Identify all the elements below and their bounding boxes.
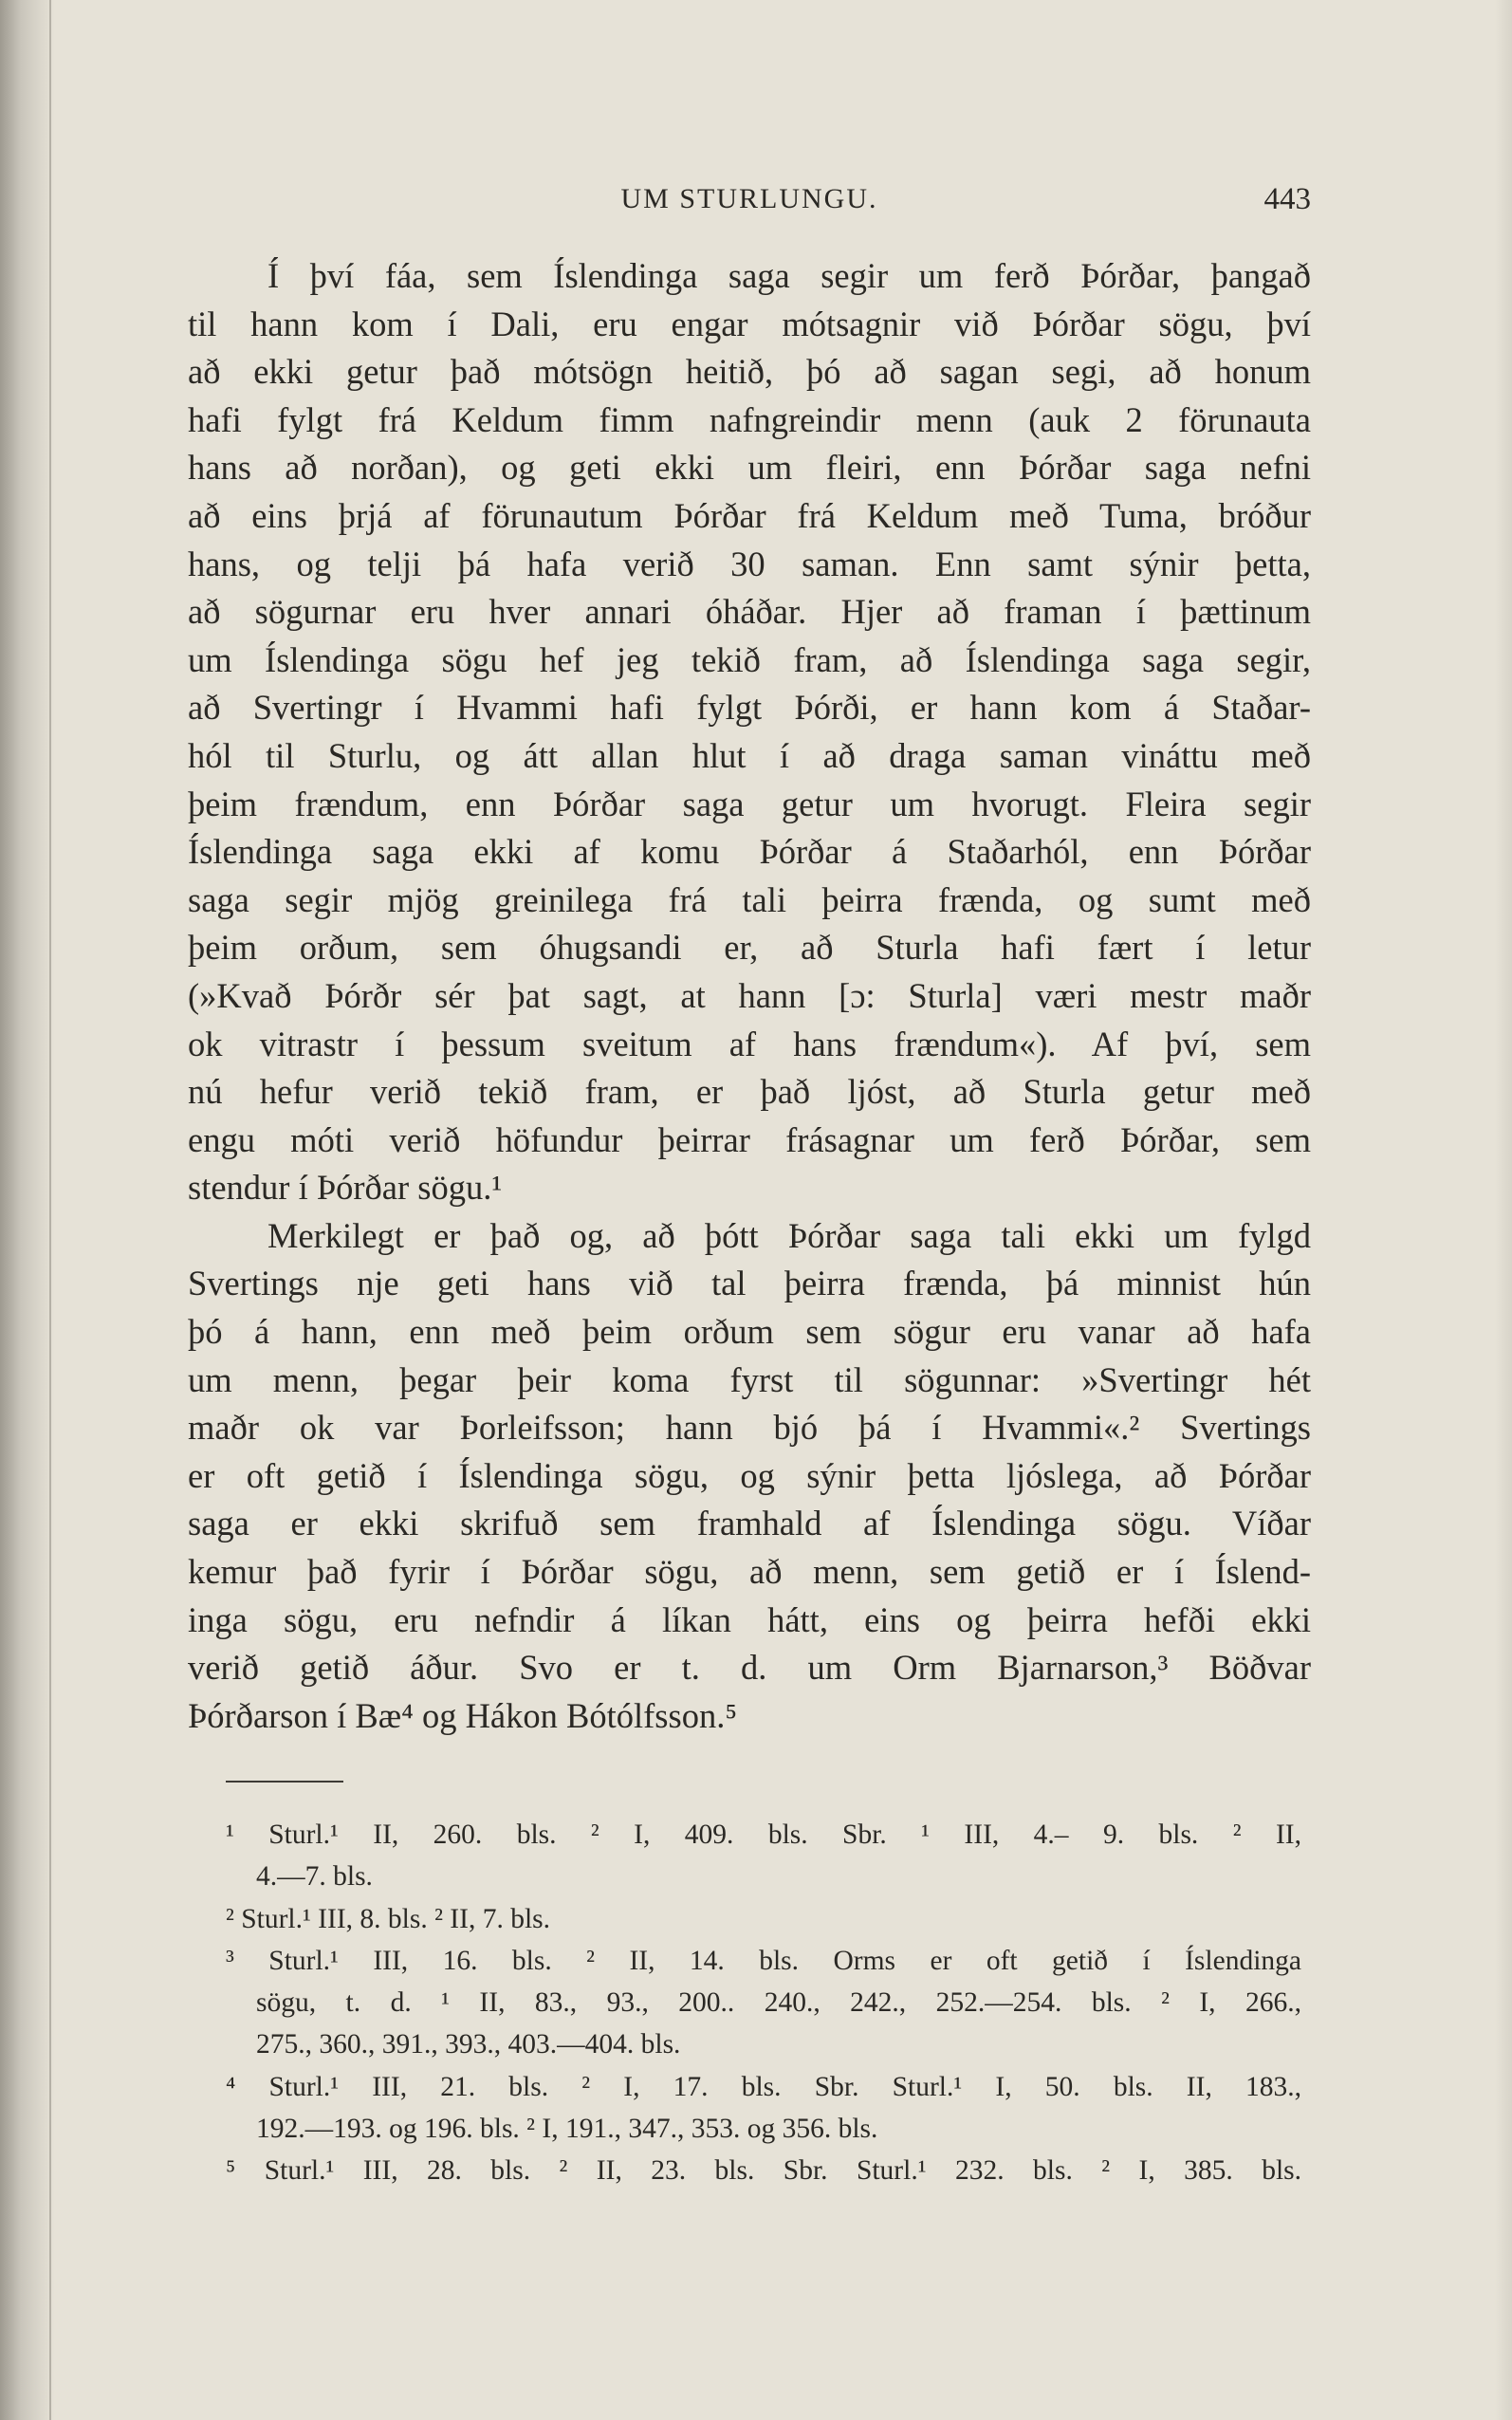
text-line: að Svertingr í Hvammi hafi fylgt Þórði, er hann kom á Staðar- (188, 688, 1311, 728)
footnote-line: 4.—7. bls. (256, 1861, 373, 1893)
text-line: saga segir mjög greinilega frá tali þeirra frænda, og sumt með (188, 879, 1311, 919)
text-line: Svertings nje geti hans við tal þeirra frænda, þá minnist hún (188, 1264, 1311, 1303)
text-line: inga sögu, eru nefndir á líkan hátt, eins og þeirra hefði ekki (188, 1599, 1311, 1639)
footnote-separator (226, 1781, 343, 1783)
text-line: að sögurnar eru hver annari óháðar. Hjer að framan í þættinum (188, 592, 1311, 632)
page-edge-shadow (1495, 0, 1512, 2420)
text-line: er oft getið í Íslendinga sögu, og sýnir þetta ljóslega, að Þórðar (188, 1455, 1311, 1495)
text-line: til hann kom í Dali, eru engar mótsagnir við Þórðar sögu, því (188, 304, 1311, 343)
text-line: Þórðarson í Bæ⁴ og Hákon Bótólfsson.⁵ (188, 1695, 738, 1735)
text-line: þó á hann, enn með þeim orðum sem sögur eru vanar að hafa (188, 1312, 1311, 1352)
running-header (188, 176, 1311, 222)
page-number: 443 (1263, 182, 1311, 216)
footnote-line: sögu, t. d. ¹ II, 83., 93., 200.. 240., 242., 252.—254. bls. ² I, 266., (256, 1987, 1301, 2019)
text-line: hans, og telji þá hafa verið 30 saman. Enn samt sýnir þetta, (188, 544, 1311, 583)
footnote-line: 192.—193. og 196. bls. ² I, 191., 347., 353. og 356. bls. (256, 2114, 878, 2145)
text-line: hól til Sturlu, og átt allan hlut í að draga saman vináttu með (188, 735, 1311, 775)
text-line: verið getið áður. Svo er t. d. um Orm Bjarnarson,³ Böðvar (188, 1648, 1311, 1688)
footnote-line: ⁵ Sturl.¹ III, 28. bls. ² II, 23. bls. Sbr. Sturl.¹ 232. bls. ² I, 385. bls. (226, 2155, 1301, 2187)
text-line: að ekki getur það mótsögn heitið, þó að sagan segi, að honum (188, 352, 1311, 392)
page-gutter-shadow (0, 0, 55, 2420)
text-line: hans að norðan), og geti ekki um fleiri, enn Þórðar saga nefni (188, 448, 1311, 488)
running-title: UM STURLUNGU. (620, 183, 878, 214)
text-line: kemur það fyrir í Þórðar sögu, að menn, sem getið er í Íslend- (188, 1552, 1311, 1592)
text-line: þeim frændum, enn Þórðar saga getur um hvorugt. Fleira segir (188, 784, 1311, 823)
text-line: saga er ekki skrifuð sem framhald af Íslendinga sögu. Víðar (188, 1504, 1311, 1543)
text-line: stendur í Þórðar sögu.¹ (188, 1168, 503, 1208)
text-line: ok vitrastr í þessum sveitum af hans frændum«). Af því, sem (188, 1024, 1311, 1063)
text-line: (»Kvað Þórðr sér þat sagt, at hann [ɔ: Sturla] væri mestr maðr (188, 975, 1311, 1015)
footnote-line: ¹ Sturl.¹ II, 260. bls. ² I, 409. bls. Sbr. ¹ III, 4.– 9. bls. ² II, (226, 1820, 1301, 1850)
footnote-line: 275., 360., 391., 393., 403.—404. bls. (256, 2029, 681, 2060)
text-line: Í því fáa, sem Íslendinga saga segir um ferð Þórðar, þangað (267, 256, 1311, 295)
footnote-line: ³ Sturl.¹ III, 16. bls. ² II, 14. bls. Orms er oft getið í Íslendinga (226, 1945, 1301, 1976)
footnote-line: ⁴ Sturl.¹ III, 21. bls. ² I, 17. bls. Sbr. Sturl.¹ I, 50. bls. II, 183., (226, 2071, 1301, 2102)
gutter-edge-line (49, 0, 51, 2420)
text-line: Merkilegt er það og, að þótt Þórðar saga tali ekki um fylgd (267, 1215, 1311, 1255)
text-line: hafi fylgt frá Keldum fimm nafngreindir menn (auk 2 förunauta (188, 399, 1311, 439)
main-text (188, 252, 1311, 1740)
text-line: þeim orðum, sem óhugsandi er, að Sturla hafi fært í letur (188, 928, 1311, 968)
text-line: að eins þrjá af förunautum Þórðar frá Keldum með Tuma, bróður (188, 495, 1311, 535)
footnote-line: ² Sturl.¹ III, 8. bls. ² II, 7. bls. (226, 1903, 551, 1934)
text-line: um Íslendinga sögu hef jeg tekið fram, að Íslendinga saga segir, (188, 639, 1311, 679)
text-line: maðr ok var Þorleifsson; hann bjó þá í Hvammi«.² Svertings (188, 1408, 1311, 1448)
text-line: nú hefur verið tekið fram, er það ljóst, að Sturla getur með (188, 1072, 1311, 1112)
text-line: engu móti verið höfundur þeirrar frásagnar um ferð Þórðar, sem (188, 1119, 1311, 1159)
text-line: um menn, þegar þeir koma fyrst til sögunnar: »Svertingr hét (188, 1359, 1311, 1399)
text-line: Íslendinga saga ekki af komu Þórðar á Staðarhól, enn Þórðar (188, 832, 1311, 872)
footnotes (226, 1814, 1301, 2192)
